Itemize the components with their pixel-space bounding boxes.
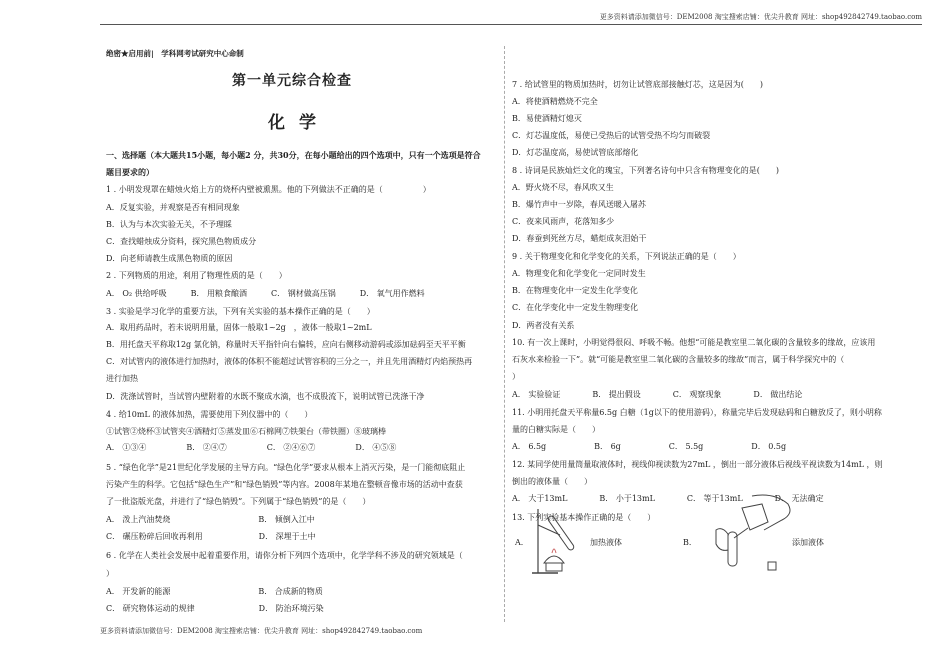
question-line: 7 . 给试管里的物质加热时，切勿让试管底部接触灯芯，这是因为( ) [512,80,763,89]
question-line: A．野火烧不尽，春风吹又生 [512,183,614,192]
question-line: A．反复实验，并观察是否有相同现象 [106,203,240,212]
question-line: C．灯芯温度低，易使已受热后的试管受热不均匀而破裂 [512,131,711,140]
adding-liquid-figure [712,490,796,580]
question-line: C．在化学变化中一定发生物理变化 [512,303,639,312]
question-line: C．查找蜡烛成分资料，探究黑色物质成分 [106,237,257,246]
question-line: 8 . 诗词是民族灿烂文化的瑰宝，下列著名诗句中只含有物理变化的是( ) [512,166,779,175]
question-line: 进行加热 [106,374,138,383]
question-line: 11. 小明用托盘天平称量6.5g 白糖（1g以下的使用游码），称量完毕后发现砝码和白糖放反了，则小明称 [512,408,882,417]
question-line: 12. 某同学使用量筒量取液体时，视线仰视读数为27mL ，倒出一部分液体后视线平视读数为14mL ，则 [512,460,883,469]
question-line: D．向老师请教生成黑色物质的原因 [106,254,233,263]
q13-option-b-caption: 添加液体 [792,538,824,547]
paper-subject: 化学 [268,113,330,133]
question-line: A． ①③④ B． ②④⑦ C． ②④⑥⑦ D． ④⑤⑧ [106,443,397,452]
question-line: A． 泼上汽油焚烧 B． 倾倒入江中 [106,515,315,524]
question-line: D．灯芯温度高，易使试管底部熔化 [512,148,639,157]
question-line: B．在物理变化中一定发生化学变化 [512,286,638,295]
heating-liquid-figure [528,505,592,577]
q13-option-a-caption: 加热液体 [590,538,622,547]
question-line: A．取用药品时，若未说明用量，固体一般取1~2g ，液体一般取1~2mL [106,323,372,332]
question-line: A． 大于13mL B． 小于13mL C． 等于13mL D． 无法确定 [512,494,824,503]
question-line: 13. 下列实验基本操作正确的是（ ） [512,513,656,522]
question-line: D．春蚕到死丝方尽，蜡炬成灰泪始干 [512,234,647,243]
section-heading: 一、选择题（本大题共15小题，每小题2 分，共30分，在每小题给出的四个选项中，只有一个选项是符合 [106,150,481,160]
question-line: C．夜来风雨声，花落知多少 [512,217,615,226]
question-line: B．易使酒精灯熄灭 [512,114,582,123]
question-line: D．洗涤试管时，当试管内壁附着的水既不聚成水滴，也不成股流下，说明试管已洗涤干净 [106,392,425,401]
question-line: C．对试管内的液体进行加热时，液体的体积不能超过试管容积的三分之一，并且先用酒精灯内焰预热再 [106,357,473,366]
question-line: A．物理变化和化学变化一定同时发生 [512,269,646,278]
question-line: 倒出的液体量（ ） [512,477,592,486]
question-line: 石灰水来检验一下”。就“可能是教室里二氧化碳的含量较多的缘故”而言，属于科学探究中的（ [512,355,845,364]
question-line: 6 . 化学在人类社会发展中起着重要作用，请你分析下列四个选项中，化学学科不涉及的研究领域是（ [106,551,463,560]
top-right-banner: 更多资料请添加微信号：DEM2008 淘宝搜索店铺：优尖升教育 网址：shop492842749.taobao.com [599,13,922,21]
question-line: B．用托盘天平称取12g 氯化钠，称量时天平指针向右偏转，应向右侧移动游码或添加砝码至天平平衡 [106,340,466,349]
question-line: ） [106,569,114,578]
question-line: 3 . 实验是学习化学的重要方法，下列有关实验的基本操作正确的是（ ） [106,307,375,316]
question-line: A． 开发新的能源 B． 合成新的物质 [106,587,323,596]
question-line: D．两者没有关系 [512,321,575,330]
question-line: 2 . 下列物质的用途，利用了物理性质的是（ ） [106,271,287,280]
question-line: A． O₂ 供给呼吸 B． 用粮食酿酒 C． 钢材做高压锅 D． 氧气用作燃料 [106,289,425,298]
question-line: A． 实验验证 B． 提出假设 C． 观察现象 D． 做出结论 [512,390,803,399]
question-line: C． 研究物体运动的规律 D． 防治环境污染 [106,604,324,613]
question-line: 4 . 给10mL 的液体加热，需要使用下列仪器中的（ ） [106,410,313,419]
header-rule [100,24,922,25]
footer-banner: 更多资料请添加微信号：DEM2008 淘宝搜索店铺：优尖升教育 网址：shop492842749.taobao.com [100,627,423,635]
question-line: 量的白糖实际是（ ） [512,425,600,434]
question-line: B．认为与本次实验无关，不予理睬 [106,220,232,229]
question-line: 1 . 小明发现罩在蜡烛火焰上方的烧杯内壁被熏黑。他的下列做法不正确的是（ ） [106,185,431,194]
question-line: C． 碾压粉碎后回收再利用 D． 深埋于土中 [106,532,316,541]
question-line: ①试管②烧杯③试管夹④酒精灯⑤蒸发皿⑥石棉网⑦铁架台（带铁圈）⑧玻璃棒 [106,427,386,436]
question-line: 了一批盗版光盘，并进行了“绿色销毁”。下列属于“绿色销毁”的是（ ） [106,497,371,506]
q13-option-a-label: A． [515,538,529,547]
q13-option-b-label: B． [683,538,697,547]
question-line: ） [512,372,520,381]
question-line: A．将使酒精燃烧不完全 [512,97,598,106]
question-line: 污染产生的科学。它包括“绿色生产”和“绿色销毁”等内容。2008年某地在整顿音像市场的活动中查获 [106,480,463,489]
question-line: B．爆竹声中一岁除，春风送暖入屠苏 [512,200,646,209]
question-line: A． 6.5g B． 6g C． 5.5g D． 0.5g [512,442,787,451]
confidential-line: 绝密★启用前| 学科网考试研究中心命制 [106,49,244,58]
section-heading-cont: 题目要求的） [106,167,154,177]
column-divider [504,46,505,622]
question-line: 10. 有一次上课时，小明觉得很闷、呼吸不畅。他想“可能是教室里二氧化碳的含量较多的缘故，应该用 [512,338,876,347]
paper-title: 第一单元综合检查 [232,73,352,89]
question-line: 9 . 关于物理变化和化学变化的关系，下列说法正确的是（ ） [512,252,741,261]
question-line: 5 . “绿色化学”是21世纪化学发展的主导方向。“绿色化学”要求从根本上消灭污染，是一门能彻底阻止 [106,463,466,472]
